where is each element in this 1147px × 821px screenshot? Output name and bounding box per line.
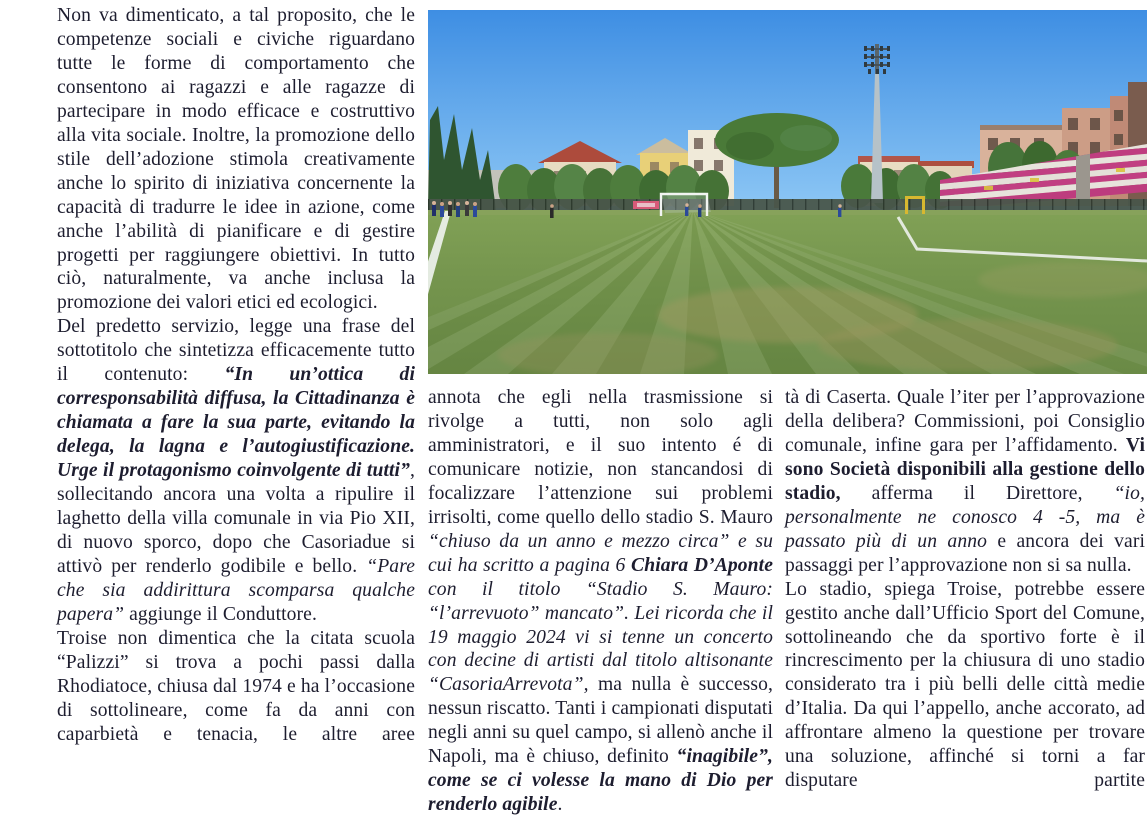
pitch xyxy=(428,210,1147,374)
article-column-middle xyxy=(428,386,773,817)
text-run: . xyxy=(557,794,563,816)
text-run: afferma il Direttore, xyxy=(871,482,1114,504)
text-run-quote: “chiuso da un anno e mezzo circa” e su cui ha scritto a pagina 6 xyxy=(428,530,773,576)
text-run-quote: “io, personalmente ne conosco 4 -5, ma è passato più di un anno xyxy=(785,482,1145,552)
text-run: ma nulla è successo, nessun riscatto. Tanti i campionati disputati negli anni su quel campo, si allenò anche il Napoli, ma è chiuso, definito xyxy=(428,674,773,768)
paragraph xyxy=(785,386,1145,578)
text-run: annota che egli nella trasmissione si rivolge a tutti, non solo agli amministratori, e il suo intento é di comunicare notizie, non stancandosi di focalizzare l’attenzione sui problemi irrisolti, come quello dello stadio S. Mauro xyxy=(428,387,773,528)
text-run-emphasis: Vi sono Società disponibili alla gestione dello stadio, xyxy=(785,434,1145,504)
text-run-quote: con il titolo “Stadio S. Mauro: “l’arrevuoto” mancato”. Lei ricorda che il 19 maggio 2024 vi si tenne un concerto con decine di artisti dal titolo altisonante “CasoriaArrevota”, xyxy=(428,578,773,696)
stadium-photo xyxy=(428,10,1147,374)
banner-text-blur xyxy=(637,203,655,207)
paragraph xyxy=(57,315,415,626)
paragraph xyxy=(428,386,773,817)
text-run: Del predetto servizio, legge una frase del sottotitolo che sintetizza efficacemente tutto il contenuto: xyxy=(57,316,415,386)
text-run: , sollecitando ancora una volta a ripulire il laghetto della villa comunale in via Pio XII, di nuovo sporco, dopo che Casoriadue si attivò per renderlo godibile e bello. xyxy=(57,460,415,577)
article-column-left xyxy=(57,4,415,747)
paragraph xyxy=(57,627,415,747)
text-run-author: Chiara D’Aponte xyxy=(631,554,774,576)
text-run: aggiunge il Conduttore. xyxy=(124,603,317,625)
text-run-quote: “Pare che sia addirittura scomparsa qualche papera” xyxy=(57,555,415,625)
text-run-quote: “inagibile”, come se ci volesse la mano di Dio per renderlo agibile xyxy=(428,746,773,816)
text-run-quote: “In un’ottica di corresponsabilità diffusa, la Cittadinanza è chiamata a fare la sua parte, evitando la delega, la lagna e l’autogiustificazione. Urge il protagonismo coinvolgente di tutti” xyxy=(57,364,415,482)
text-run: tà di Caserta. Quale l’iter per l’approvazione della delibera? Commissioni, poi Consiglio comunale, infine gara per l’affidamento. xyxy=(785,387,1145,456)
text-run: Troise non dimentica che la citata scuola “Palizzi” si trova a pochi passi dalla Rhodiatoce, chiusa dal 1974 e ha l’occasione di sottolineare, come fa da anni con caparbietà e tenacia, le altre aree xyxy=(57,627,415,745)
paragraph xyxy=(785,578,1145,794)
paragraph xyxy=(57,4,415,315)
article-column-right xyxy=(785,386,1145,793)
stadium-photo-scene xyxy=(428,10,1147,374)
text-run: e ancora dei vari passaggi per l’approvazione non si sa nulla. xyxy=(785,530,1145,576)
text-run: Non va dimenticato, a tal proposito, che le competenze sociali e civiche riguardano tutte le forme di comportamento che consentono ai ragazzi e alle ragazze di partecipare in modo efficace e costruttivo alla vita sociale. Inoltre, la promozione dello stile dell’adozione stimola creativamente anche lo spirito di iniziativa concernente la capacità di tradurre le idee in azione, come anche l’abilità di pianificare e di gestire progetti per raggiungere obiettivi. In tutto ciò, naturalmente, va anche inclusa la promozione dei valori etici ed ecologici. xyxy=(57,5,415,314)
text-run: Lo stadio, spiega Troise, potrebbe essere gestito anche dall’Ufficio Sport del Comune, sottolineando che da sportivo forte è il rincrescimento per la chiusura di uno stadio considerato tra i più belli delle città medie d’Italia. Da qui l’appello, anche accorato, ad affrontare almeno la questione per trovare una soluzione, affinché si torni a far disputare partite xyxy=(785,578,1145,792)
